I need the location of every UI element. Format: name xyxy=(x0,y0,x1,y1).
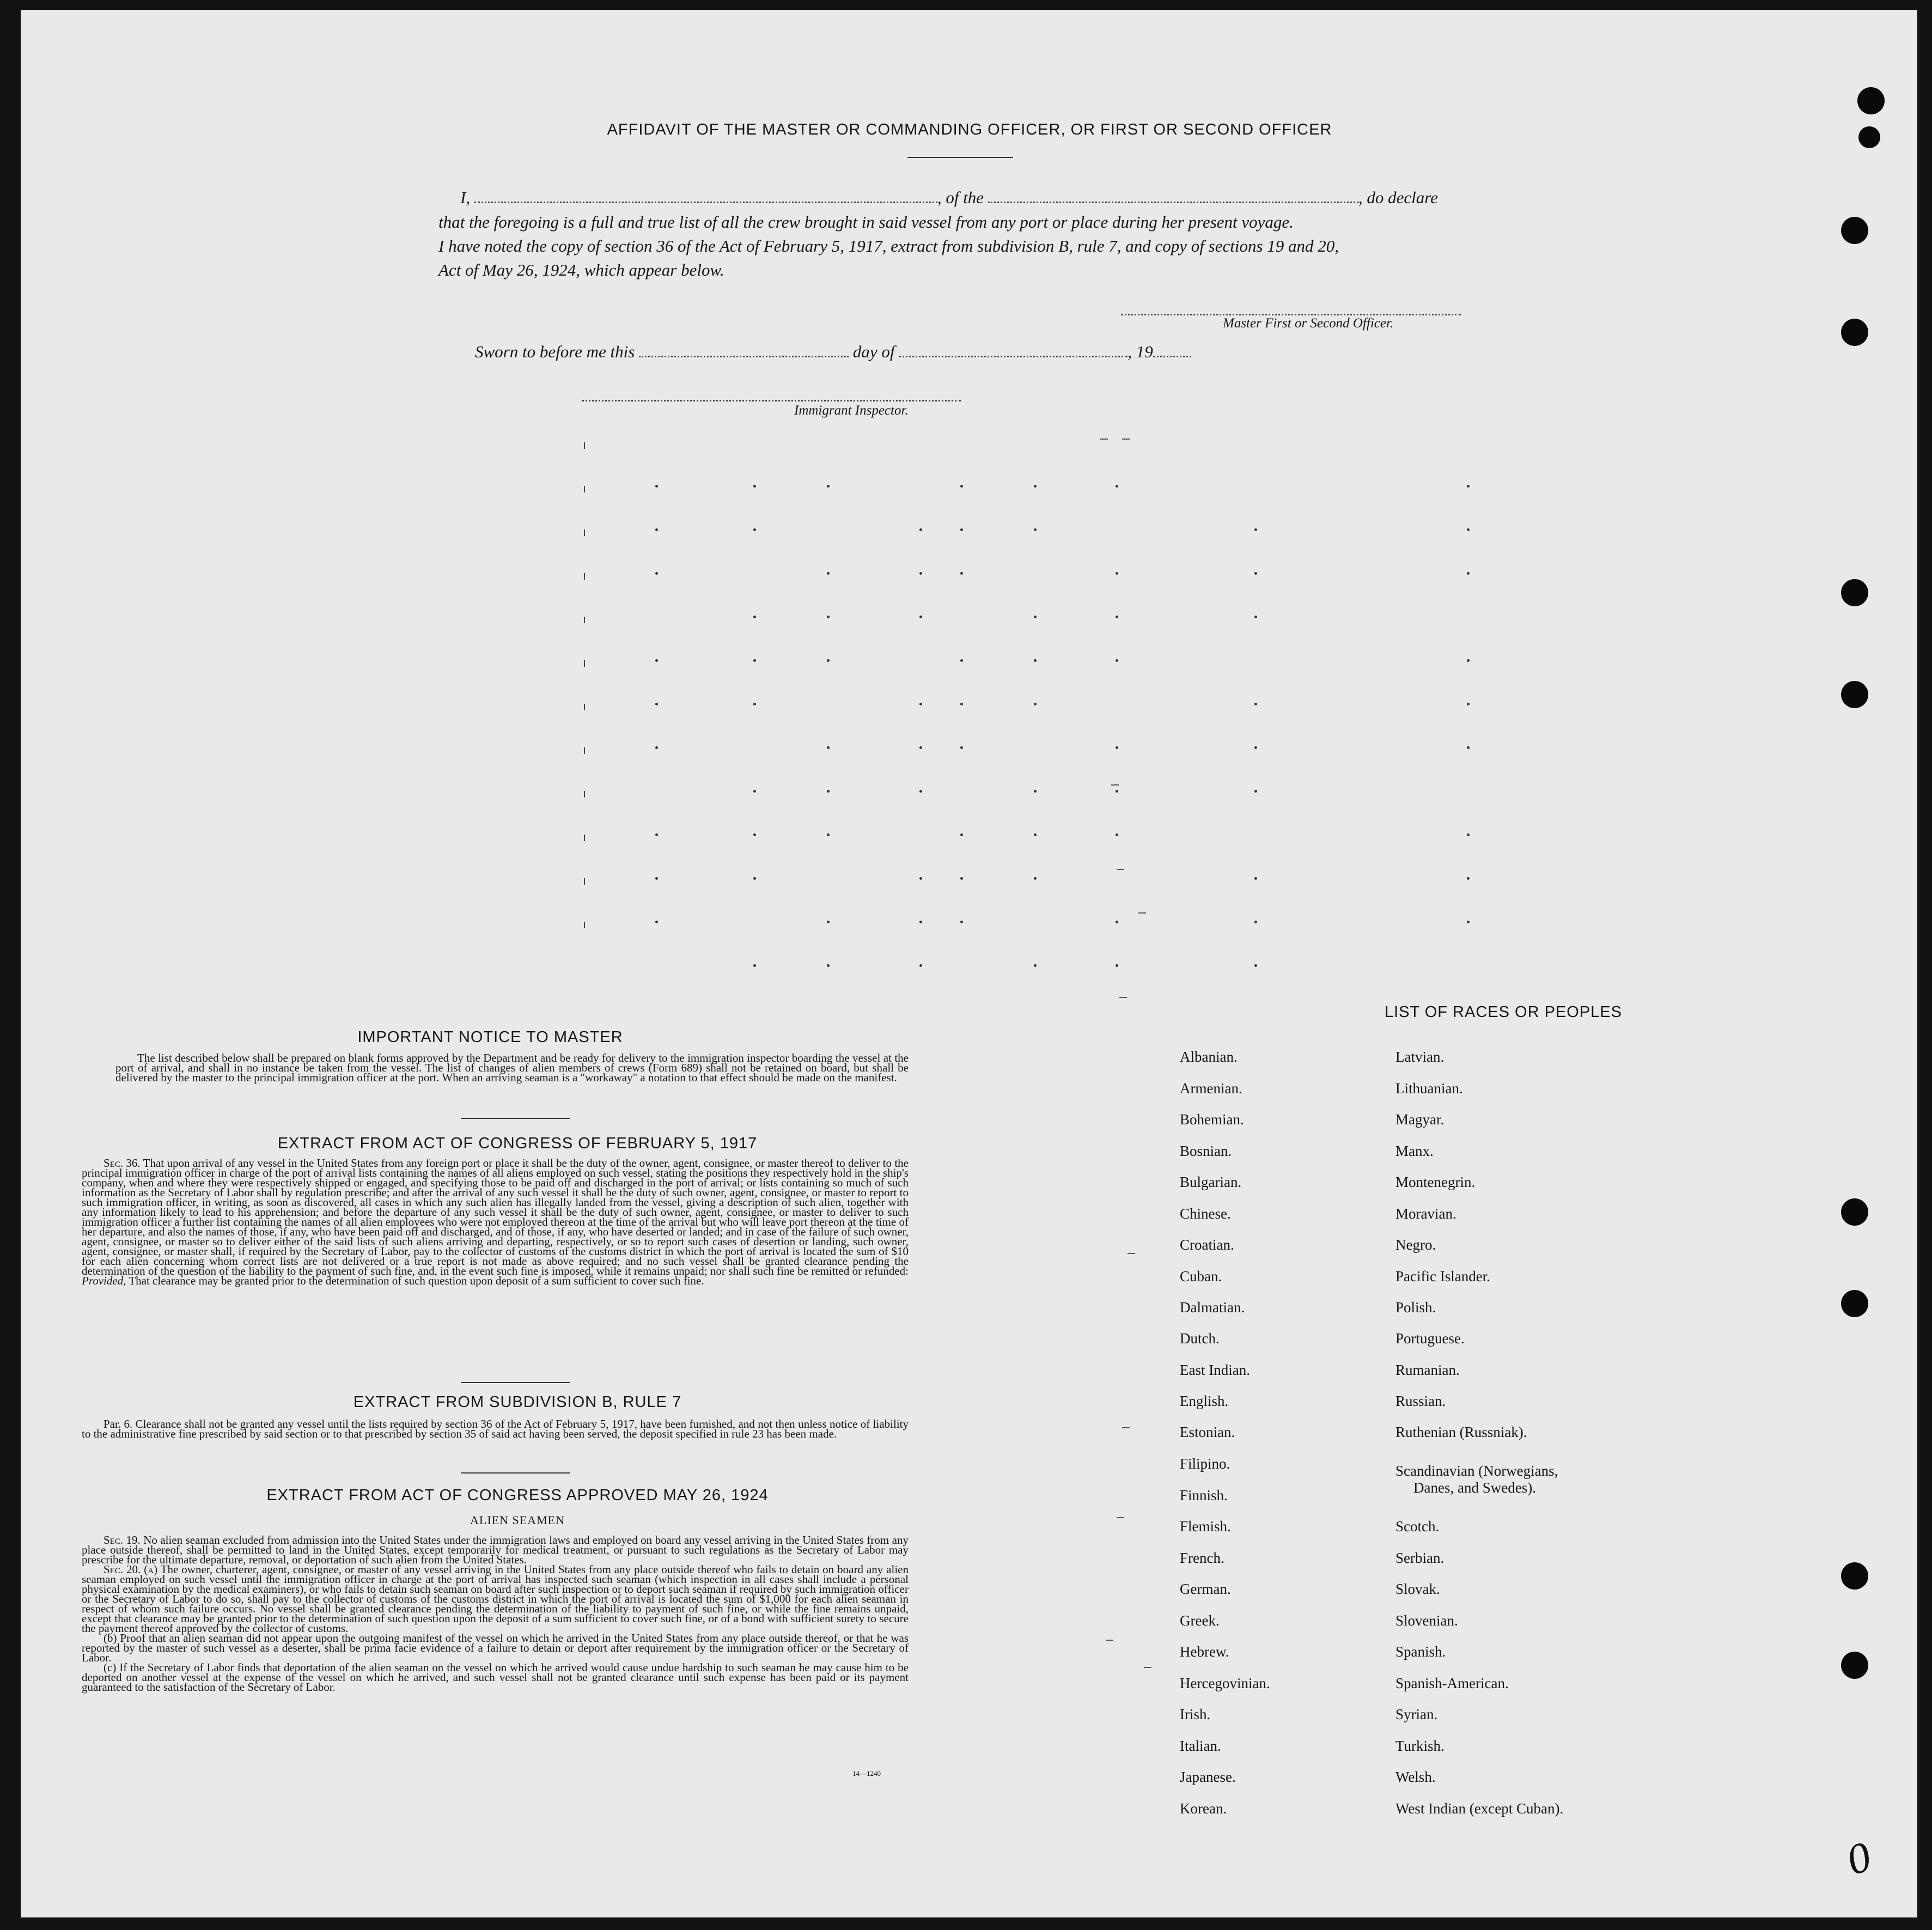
bleed-dot xyxy=(1034,616,1037,618)
bleed-dot xyxy=(1467,921,1470,923)
bleed-dot xyxy=(753,703,756,705)
bleed-dot xyxy=(960,877,963,880)
bleed-dash xyxy=(1111,784,1119,786)
bleed-dot xyxy=(753,833,756,836)
bleed-dot xyxy=(1034,964,1037,967)
race-item: Syrian. xyxy=(1395,1706,1438,1722)
bleed-dot xyxy=(1116,964,1118,967)
race-item: Slovenian. xyxy=(1395,1612,1458,1629)
extract-1917-title: EXTRACT FROM ACT OF CONGRESS OF FEBRUARY 5, 1917 xyxy=(277,1135,758,1152)
bleed-dot xyxy=(1254,964,1257,967)
bleed-dot xyxy=(960,528,963,531)
race-item: Bohemian. xyxy=(1180,1111,1244,1128)
bleed-tick xyxy=(584,529,585,536)
race-item: Negro. xyxy=(1395,1237,1436,1253)
binder-hole xyxy=(1841,1562,1868,1590)
bleed-dot xyxy=(753,528,756,531)
bleed-dot xyxy=(655,485,658,488)
sec-19-paragraph xyxy=(82,1535,909,1564)
bleed-dot xyxy=(655,659,658,662)
bleed-dash xyxy=(1122,439,1130,440)
sec-20-label: Sec. 20. (a) xyxy=(103,1563,158,1576)
sec-36-text: That upon arrival of any vessel in the United States from any foreign port or place it shall be the duty of the owner, agent, consignee, or master thereof to deliver to the principal immigration officer in charge of the port of arrival lists containing the names of all aliens employed on such vessel, stating the positions they respectively hold in the ship's company, when and where they were respectively shipped or engaged, and specifying those to be paid off and discharged in the port of arrival; or lists containing so much of such information as the Secretary of Labor shall by regulation prescribe; and after the arrival of any such vessel it shall be the duty of such owner, agent, consignee, or master to report to such immigration officer, in writing, as soon as discovered, all cases in which any such alien has illegally landed from the vessel, giving a description of such alien, together with any information likely to lead to his apprehension; and before the departure of any such vessel it shall be the duty of such owner, agent, consignee, or master to deliver to such immigration officer a further list containing the names of all alien employees who were not employed thereon at the time of the arrival but who will leave port thereon at the time of her departure, and also the names of those, if any, who have been paid off and discharged, and of those, if any, who have deserted or landed; and in case of the failure of such owner, agent, consignee, or master so to deliver either of the said lists of such aliens arriving and departing, respectively, or so to report such cases of desertion or landing, such owner, agent, consignee, or master shall, if required by the Secretary of Labor, pay to the collector of customs of the customs district in which the port of arrival is located the sum of $10 for each alien concerning whom correct lists are not delivered or a true report is not made as above required; and no such vessel shall be granted clearance pending the determination of the question of the liability to the payment of such fine, and, in the event such fine is imposed, while it remains unpaid; nor shall such fine be remitted or refunded: xyxy=(82,1156,909,1277)
bleed-dot xyxy=(753,877,756,880)
bleed-dot xyxy=(827,833,830,836)
binder-hole xyxy=(1841,579,1868,606)
bleed-dot xyxy=(827,964,830,967)
bleed-dot xyxy=(919,790,922,793)
bleed-dot xyxy=(1116,833,1118,836)
bleed-dash xyxy=(1144,1667,1151,1668)
sec-19-label: Sec. 19. xyxy=(103,1533,141,1547)
race-item: Armenian. xyxy=(1180,1080,1242,1097)
extract-1924-title: EXTRACT FROM ACT OF CONGRESS APPROVED MAY 26, 1924 xyxy=(266,1487,769,1504)
race-item: French. xyxy=(1180,1550,1224,1566)
bleed-dot xyxy=(1034,790,1037,793)
sec-20a-text: The owner, charterer, agent, consignee, or master of any vessel arriving in the United States from any place outside thereof who fails to detain on board any alien seaman employed on such vessel until the immigration officer in charge at the port of arrival has inspected such seaman (which inspection in all cases shall include a personal physical examination by the medical examiners), or who fails to detain such seaman on board after such inspection or to deport such seaman if required by such immigration officer or the Secretary of Labor to do so, shall pay to the collector of customs of the customs district in which the port of arrival is located the sum of $1,000 for each alien seaman in respect of whom such failure occurs. No vessel shall be granted clearance pending the determination of the liability to payment of such fine, or while the fine remains unpaid, except that clearance may be granted prior to the determination of such question upon the deposit of a sum sufficient to cover such fine, or of a bond with sufficient surety to secure the payment thereof approved by the collector of customs. xyxy=(82,1563,909,1635)
bleed-dot xyxy=(1254,528,1257,531)
bleed-tick xyxy=(584,704,585,710)
sec-20c-paragraph: (c) If the Secretary of Labor finds that deportation of the alien seaman on the vessel on which he arrived would cause undue hardship to such seaman he may cause him to be deported on another vessel at the expense of the vessel on which he arrived, and such vessel shall not be granted clearance until such expense has been paid or its payment guaranteed to the satisfaction of the Secretary of Labor. xyxy=(82,1661,909,1694)
bleed-dot xyxy=(1254,921,1257,923)
bleed-dash xyxy=(1100,439,1108,440)
bleed-dot xyxy=(960,703,963,705)
bleed-dot xyxy=(919,964,922,967)
bleed-dot xyxy=(827,616,830,618)
bleed-dot xyxy=(1116,746,1118,749)
day-field[interactable] xyxy=(639,344,849,357)
bleed-tick xyxy=(584,573,585,580)
race-item: Serbian. xyxy=(1395,1550,1445,1566)
bleed-dot xyxy=(655,528,658,531)
section-divider xyxy=(461,1382,570,1383)
sec-36-paragraph xyxy=(82,1158,909,1286)
bleed-dot xyxy=(1116,659,1118,662)
race-item: Lithuanian. xyxy=(1395,1080,1463,1097)
bleed-dot xyxy=(1467,485,1470,488)
bleed-dot xyxy=(1467,703,1470,705)
bleed-dot xyxy=(919,616,922,618)
race-item: Danes, and Swedes). xyxy=(1413,1480,1536,1496)
race-item: Albanian. xyxy=(1180,1049,1238,1065)
sec-20b-paragraph: (b) Proof that an alien seaman did not appear upon the outgoing manifest of the vessel on which he arrived in the United States from any place outside thereof, or that he was reported by the master of such vessel as a deserter, shall be prima facie evidence of a failure to detain or deport after requirement by the immigration officer or the Secretary of Labor. xyxy=(82,1631,909,1664)
extract-1924-text xyxy=(82,1535,909,1692)
bleed-dot xyxy=(960,572,963,575)
race-item: Polish. xyxy=(1395,1299,1436,1316)
bleed-dot xyxy=(1034,659,1037,662)
race-item: Rumanian. xyxy=(1395,1362,1460,1378)
bleed-dot xyxy=(919,572,922,575)
rule7-paragraph: Par. 6. Clearance shall not be granted any vessel until the lists required by section 36 of the Act of February 5, 1917, have been furnished, and not then unless notice of liability to the administrative fine prescribed by said section or to that prescribed by section 35 of said act having been served, the deposit specified in rule 23 has been made. xyxy=(82,1417,909,1440)
race-item: Slovak. xyxy=(1395,1581,1440,1597)
binder-hole xyxy=(1841,319,1868,346)
bleed-dot xyxy=(655,746,658,749)
year-label: , 19 xyxy=(1127,342,1153,361)
extract-1917-text xyxy=(82,1158,909,1286)
races-title: LIST OF RACES OR PEOPLES xyxy=(1384,1003,1623,1021)
proviso-text: That clearance may be granted prior to the determination of such question upon deposit of a sum sufficient to cover such fine. xyxy=(129,1274,704,1287)
binder-hole xyxy=(1841,1198,1868,1226)
race-item: Latvian. xyxy=(1395,1049,1445,1065)
race-item: Finnish. xyxy=(1180,1487,1228,1503)
race-item: West Indian (except Cuban). xyxy=(1395,1800,1564,1817)
bleed-dot xyxy=(1034,833,1037,836)
race-item: Estonian. xyxy=(1180,1424,1235,1440)
bleed-dot xyxy=(919,528,922,531)
affidavit-line-4: Act of May 26, 1924, which appear below. xyxy=(438,260,724,279)
bleed-dot xyxy=(1034,877,1037,880)
bleed-tick xyxy=(584,747,585,754)
race-item: Moravian. xyxy=(1395,1206,1456,1222)
bleed-dot xyxy=(1254,616,1257,618)
race-item: Russian. xyxy=(1395,1393,1446,1409)
notice-paragraph: The list described below shall be prepared on blank forms approved by the Department and be ready for delivery to the immigration inspector boarding the vessel at the port of arrival, and shall in no instance be taken from the vessel. The list of changes of alien members of crews (Form 689) shall not be retained on board, but shall be delivered by the master to the principal immigration officer at the port. When an arriving seaman is a "workaway" a notation to that effect should be made on the manifest. xyxy=(115,1051,909,1084)
race-item: Filipino. xyxy=(1180,1456,1230,1472)
bleed-dot xyxy=(919,746,922,749)
bleed-dash xyxy=(1106,1640,1113,1641)
bleed-dash xyxy=(1127,1253,1135,1254)
bleed-dot xyxy=(655,833,658,836)
race-item: Welsh. xyxy=(1395,1769,1436,1785)
race-item: Scotch. xyxy=(1395,1518,1440,1535)
bleed-dot xyxy=(1467,659,1470,662)
notice-text xyxy=(115,1053,909,1082)
bleed-dot xyxy=(827,659,830,662)
race-item: Ruthenian (Russniak). xyxy=(1395,1424,1527,1440)
year-field[interactable] xyxy=(1153,344,1191,357)
rule7-title: EXTRACT FROM SUBDIVISION B, RULE 7 xyxy=(353,1393,682,1411)
proviso-label: Provided, xyxy=(82,1274,126,1287)
bleed-dot xyxy=(1254,746,1257,749)
race-item: Spanish-American. xyxy=(1395,1675,1509,1691)
rule7-text xyxy=(82,1419,909,1439)
sec-20a-paragraph xyxy=(82,1564,909,1633)
bleed-dot xyxy=(960,746,963,749)
race-item: Scandinavian (Norwegians, xyxy=(1395,1463,1558,1479)
bleed-dot xyxy=(1467,572,1470,575)
bleed-dot xyxy=(1034,703,1037,705)
name-field[interactable] xyxy=(474,190,937,203)
bleed-dot xyxy=(1254,572,1257,575)
bleed-dot xyxy=(919,921,922,923)
bleed-dot xyxy=(1467,528,1470,531)
bleed-tick xyxy=(584,660,585,667)
race-item: English. xyxy=(1180,1393,1229,1409)
bleed-dot xyxy=(753,485,756,488)
bleed-dot xyxy=(1116,572,1118,575)
sworn-line xyxy=(475,342,1191,362)
master-signature-line[interactable] xyxy=(1121,314,1461,315)
bleed-tick xyxy=(584,791,585,797)
form-number: 14—1240 xyxy=(852,1769,881,1777)
bleed-dot xyxy=(827,485,830,488)
race-item: Cuban. xyxy=(1180,1268,1222,1284)
bleed-dot xyxy=(655,572,658,575)
race-item: Croatian. xyxy=(1180,1237,1234,1253)
bleed-dot xyxy=(753,790,756,793)
binder-hole xyxy=(1841,217,1868,244)
race-item: Irish. xyxy=(1180,1706,1211,1722)
bleed-dot xyxy=(1034,485,1037,488)
inspector-label: Immigrant Inspector. xyxy=(794,403,909,418)
bleed-dot xyxy=(960,659,963,662)
bleed-tick xyxy=(584,835,585,841)
bleed-dash xyxy=(1122,1427,1130,1428)
bleed-dot xyxy=(655,877,658,880)
race-item: Greek. xyxy=(1180,1612,1220,1629)
section-divider xyxy=(461,1472,570,1474)
bleed-tick xyxy=(584,442,585,449)
bleed-dot xyxy=(1034,528,1037,531)
bleed-dot xyxy=(753,616,756,618)
binder-hole xyxy=(1841,1290,1868,1317)
binder-hole xyxy=(1841,1652,1868,1679)
bleed-dot xyxy=(960,833,963,836)
affidavit-title: AFFIDAVIT OF THE MASTER OR COMMANDING OFFICER, OR FIRST OR SECOND OFFICER xyxy=(607,121,1332,138)
bleed-dot xyxy=(919,877,922,880)
page-mark: 0 xyxy=(1840,1834,1879,1885)
race-item: Turkish. xyxy=(1395,1738,1445,1754)
bleed-dot xyxy=(1254,877,1257,880)
day-of-label: day of xyxy=(852,342,895,361)
title-divider xyxy=(907,157,1013,158)
bleed-dot xyxy=(1116,485,1118,488)
sworn-label: Sworn to before me this xyxy=(475,342,635,361)
bleed-dot xyxy=(1116,921,1118,923)
race-item: Spanish. xyxy=(1395,1643,1446,1660)
affidavit-line-2: that the foregoing is a full and true list of all the crew brought in said vessel from any port or place during her present voyage. xyxy=(438,212,1294,232)
do-declare-label: , do declare xyxy=(1358,188,1438,207)
affidavit-line-3: I have noted the copy of section 36 of the Act of February 5, 1917, extract from subdivision B, rule 7, and copy of sections 19 and 20, xyxy=(438,236,1339,255)
sec-36-label: Sec. 36. xyxy=(103,1156,141,1170)
bleed-dot xyxy=(1467,877,1470,880)
race-item: East Indian. xyxy=(1180,1362,1250,1378)
bleed-dot xyxy=(827,790,830,793)
bleed-tick xyxy=(584,878,585,885)
race-item: Manx. xyxy=(1395,1143,1434,1159)
bleed-dot xyxy=(827,746,830,749)
bleed-dot xyxy=(655,703,658,705)
vessel-field[interactable] xyxy=(988,190,1358,203)
bleed-tick xyxy=(584,617,585,623)
race-item: Korean. xyxy=(1180,1800,1227,1817)
notice-title: IMPORTANT NOTICE TO MASTER xyxy=(357,1028,623,1046)
of-the-label: , of the xyxy=(937,188,984,207)
race-item: Hercegovinian. xyxy=(1180,1675,1270,1691)
bleed-dot xyxy=(1467,833,1470,836)
inspector-signature-line[interactable] xyxy=(582,400,961,401)
race-item: Chinese. xyxy=(1180,1206,1231,1222)
bleed-tick xyxy=(584,486,585,492)
binder-hole xyxy=(1841,681,1868,708)
bleed-dash xyxy=(1138,912,1146,914)
binder-hole xyxy=(1857,87,1885,114)
bleed-dot xyxy=(960,921,963,923)
race-item: Hebrew. xyxy=(1180,1643,1229,1660)
bleed-dot xyxy=(1254,703,1257,705)
bleed-dot xyxy=(1467,746,1470,749)
race-item: Dalmatian. xyxy=(1180,1299,1245,1316)
race-item: Portuguese. xyxy=(1395,1330,1465,1347)
month-field[interactable] xyxy=(899,344,1127,357)
section-divider xyxy=(461,1118,570,1119)
bleed-dot xyxy=(919,703,922,705)
bleed-dot xyxy=(655,921,658,923)
race-item: Bosnian. xyxy=(1180,1143,1232,1159)
race-item: Pacific Islander. xyxy=(1395,1268,1490,1284)
race-item: Japanese. xyxy=(1180,1769,1236,1785)
bleed-dash xyxy=(1117,869,1124,870)
bleed-dot xyxy=(753,964,756,967)
bleed-dot xyxy=(827,921,830,923)
i-label: I, xyxy=(460,188,471,207)
bleed-tick xyxy=(584,922,585,928)
race-item: German. xyxy=(1180,1581,1231,1597)
race-item: Montenegrin. xyxy=(1395,1174,1476,1190)
bleed-dash xyxy=(1119,997,1127,998)
bleed-dot xyxy=(753,659,756,662)
bleed-dot xyxy=(1254,790,1257,793)
bleed-dot xyxy=(1116,790,1118,793)
bleed-dash xyxy=(1117,1517,1124,1518)
race-item: Dutch. xyxy=(1180,1330,1220,1347)
alien-seamen-subtitle: ALIEN SEAMEN xyxy=(470,1513,565,1527)
master-signature-label: Master First or Second Officer. xyxy=(1223,316,1394,331)
race-item: Bulgarian. xyxy=(1180,1174,1242,1190)
binder-hole xyxy=(1858,126,1880,148)
race-item: Italian. xyxy=(1180,1738,1221,1754)
affidavit-line-1 xyxy=(460,188,1438,208)
bleed-dot xyxy=(827,572,830,575)
race-item: Magyar. xyxy=(1395,1111,1445,1128)
sec-19-text: No alien seaman excluded from admission into the United States under the immigration laws and employed on board any vessel arriving in the United States from any place outside thereof, shall be permitted to land in the United States, except temporarily for medical treatment, or pursuant to such regulations as the Secretary of Labor may prescribe for the ultimate departure, removal, or deportation of such alien from the United States. xyxy=(82,1533,909,1566)
bleed-dot xyxy=(960,485,963,488)
race-item: Flemish. xyxy=(1180,1518,1231,1535)
bleed-dot xyxy=(1116,616,1118,618)
